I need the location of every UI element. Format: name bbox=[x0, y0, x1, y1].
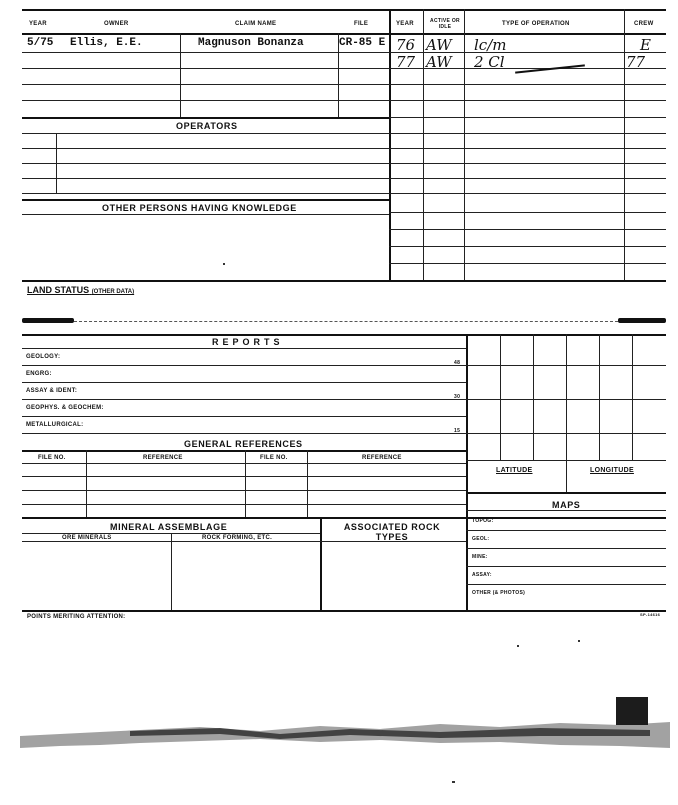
scan-block bbox=[616, 697, 648, 725]
reference-header: REFERENCE bbox=[143, 455, 183, 461]
maps-row-label: OTHER (& PHOTOS) bbox=[472, 590, 526, 596]
year-header: YEAR bbox=[29, 21, 47, 27]
associated-rock-types-heading: ASSOCIATED ROCK TYPES bbox=[343, 522, 441, 542]
maps-row-label: ASSAY: bbox=[472, 572, 492, 578]
owner-header: OWNER bbox=[104, 21, 129, 27]
scan-noise-band bbox=[20, 712, 670, 752]
year-right-header: YEAR bbox=[396, 21, 414, 27]
file-header: FILE bbox=[354, 21, 369, 27]
operations-row-year: 76 bbox=[396, 36, 416, 54]
mineral-assemblage-heading: MINERAL ASSEMBLAGE bbox=[110, 522, 228, 532]
scan-bar-left bbox=[22, 318, 74, 323]
file-no-header: FILE NO. bbox=[38, 455, 66, 461]
report-label: GEOPHYS. & GEOCHEM: bbox=[26, 405, 104, 411]
operations-row-type: 2 Cl bbox=[474, 53, 505, 71]
report-number: 30 bbox=[454, 394, 461, 400]
reports-heading: REPORTS bbox=[212, 337, 284, 347]
maps-row-label: GEOL: bbox=[472, 536, 490, 542]
operators-heading: OPERATORS bbox=[176, 121, 238, 131]
maps-row-label: TOPOG: bbox=[472, 518, 494, 524]
reference-header-2: REFERENCE bbox=[362, 455, 402, 461]
operations-row-year: 77 bbox=[396, 53, 416, 71]
maps-row-label: MINE: bbox=[472, 554, 488, 560]
rock-forming-header: ROCK FORMING, ETC. bbox=[202, 535, 273, 541]
report-label: GEOLOGY: bbox=[26, 354, 61, 360]
type-of-operation-header: TYPE OF OPERATION bbox=[502, 21, 570, 27]
owner-row-file: CR-85 E bbox=[339, 37, 386, 49]
latitude-label: LATITUDE bbox=[496, 467, 533, 474]
operations-row-type: lc/m bbox=[474, 36, 507, 54]
other-persons-heading: OTHER PERSONS HAVING KNOWLEDGE bbox=[102, 203, 297, 213]
longitude-label: LONGITUDE bbox=[590, 467, 634, 474]
owner-row-year: 5/75 bbox=[27, 37, 54, 49]
operations-row-crew: 77 bbox=[626, 53, 646, 71]
claim-name-header: CLAIM NAME bbox=[235, 21, 277, 27]
owner-row-claim-name: Magnuson Bonanza bbox=[198, 37, 304, 49]
operations-row-status: AW bbox=[426, 53, 452, 71]
owner-row-owner: Ellis, E.E. bbox=[70, 37, 143, 49]
crew-header: CREW bbox=[634, 21, 654, 27]
ore-minerals-header: ORE MINERALS bbox=[62, 535, 112, 541]
report-label: ASSAY & IDENT: bbox=[26, 388, 78, 394]
active-idle-header: ACTIVE OR IDLE bbox=[430, 18, 460, 30]
report-label: ENGRG: bbox=[26, 371, 52, 377]
operations-row-status: AW bbox=[426, 36, 452, 54]
operations-row-crew: E bbox=[640, 36, 651, 54]
land-status-label: LAND STATUS (OTHER DATA) bbox=[27, 285, 135, 295]
file-no-header-2: FILE NO. bbox=[260, 455, 288, 461]
maps-heading: MAPS bbox=[552, 500, 581, 510]
report-number: 15 bbox=[454, 428, 461, 434]
points-meriting-attention-label: POINTS MERITING ATTENTION: bbox=[27, 614, 126, 620]
underline-stroke bbox=[515, 64, 585, 73]
report-label: METALLURGICAL: bbox=[26, 422, 84, 428]
report-number: 48 bbox=[454, 360, 461, 366]
form-number: SP-14616 bbox=[640, 612, 661, 617]
scan-bar-right bbox=[618, 318, 666, 323]
general-references-heading: GENERAL REFERENCES bbox=[184, 439, 303, 449]
